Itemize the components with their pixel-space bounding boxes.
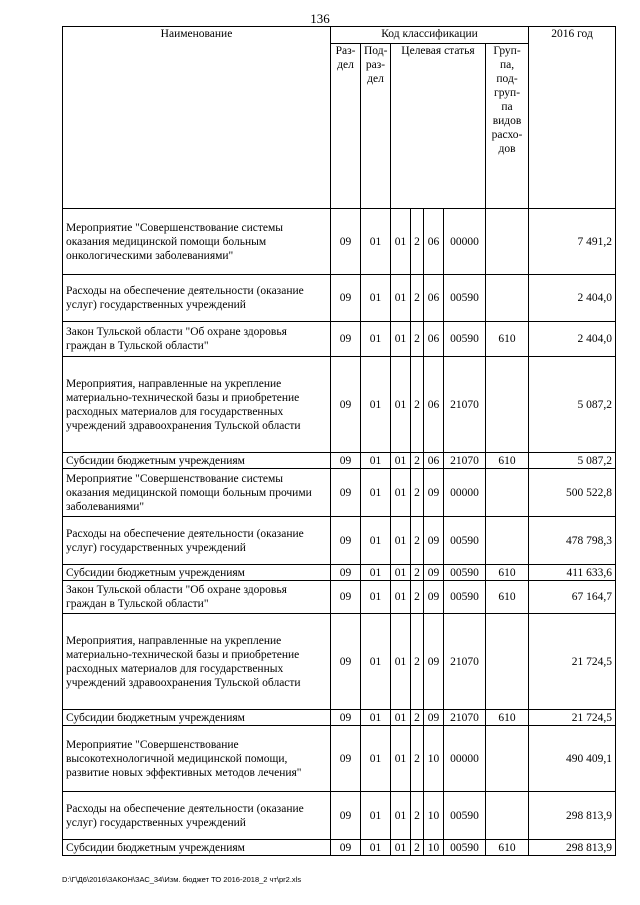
table-row: [63, 322, 616, 357]
row-subsection: 01: [361, 614, 391, 710]
row-name: Субсидии бюджетным учреждениям: [63, 453, 331, 469]
header-section: Раз- дел: [331, 44, 361, 209]
row-expense-type: [486, 792, 529, 840]
row-amount: 21 724,5: [529, 710, 616, 726]
table-row: [63, 710, 616, 726]
row-amount: 490 409,1: [529, 726, 616, 792]
file-path-footer: D:\Г\Д6\2016\ЗАКОН\ЗАС_34\Изм. бюджет ТО 2016-2018_2 чт\pr2.xls: [62, 875, 302, 884]
table-row: [63, 565, 616, 581]
row-target-event: 09: [424, 517, 444, 565]
row-target-program: 01: [391, 840, 411, 856]
row-subsection: 01: [361, 792, 391, 840]
header-target: Целевая статья: [391, 44, 486, 209]
row-name: Субсидии бюджетным учреждениям: [63, 710, 331, 726]
row-section: 09: [331, 357, 361, 453]
row-target-event: 10: [424, 840, 444, 856]
row-section: 09: [331, 453, 361, 469]
row-target-direction: 00590: [444, 322, 486, 357]
row-target-type: 2: [411, 710, 424, 726]
row-target-program: 01: [391, 275, 411, 322]
row-amount: 500 522,8: [529, 469, 616, 517]
row-expense-type: [486, 614, 529, 710]
table-row: [63, 453, 616, 469]
row-subsection: 01: [361, 209, 391, 275]
table-row: [63, 614, 616, 710]
row-expense-type: 610: [486, 840, 529, 856]
row-target-program: 01: [391, 357, 411, 453]
row-expense-type: [486, 726, 529, 792]
row-target-event: 06: [424, 453, 444, 469]
table-row: [63, 840, 616, 856]
row-subsection: 01: [361, 581, 391, 614]
budget-table: [62, 26, 616, 856]
row-subsection: 01: [361, 469, 391, 517]
row-name: Мероприятие "Совершенствование системы оказания медицинской помощи больным прочими заболеваниями": [63, 469, 331, 517]
table-row: [63, 469, 616, 517]
row-target-type: 2: [411, 517, 424, 565]
row-target-program: 01: [391, 322, 411, 357]
row-subsection: 01: [361, 517, 391, 565]
row-section: 09: [331, 517, 361, 565]
row-name: Субсидии бюджетным учреждениям: [63, 840, 331, 856]
row-target-type: 2: [411, 792, 424, 840]
row-target-event: 06: [424, 357, 444, 453]
row-target-direction: 00000: [444, 726, 486, 792]
header-group: Груп- па, под- груп- па видов расхо- дов: [486, 44, 529, 209]
table-row: [63, 275, 616, 322]
table-row: [63, 581, 616, 614]
row-amount: 298 813,9: [529, 840, 616, 856]
row-target-direction: 21070: [444, 614, 486, 710]
row-target-type: 2: [411, 469, 424, 517]
row-subsection: 01: [361, 453, 391, 469]
row-target-type: 2: [411, 322, 424, 357]
row-target-program: 01: [391, 710, 411, 726]
row-subsection: 01: [361, 710, 391, 726]
row-target-program: 01: [391, 792, 411, 840]
table-body: [63, 209, 616, 856]
row-target-type: 2: [411, 453, 424, 469]
row-amount: 298 813,9: [529, 792, 616, 840]
row-amount: 478 798,3: [529, 517, 616, 565]
row-name: Мероприятия, направленные на укрепление материально-технической базы и приобретение расходных материалов для государственных учреждений здравоохранения Тульской области: [63, 357, 331, 453]
row-amount: 2 404,0: [529, 275, 616, 322]
row-section: 09: [331, 726, 361, 792]
row-expense-type: 610: [486, 322, 529, 357]
row-target-direction: 00590: [444, 565, 486, 581]
row-target-type: 2: [411, 840, 424, 856]
row-section: 09: [331, 209, 361, 275]
row-section: 09: [331, 581, 361, 614]
row-target-direction: 00000: [444, 209, 486, 275]
row-subsection: 01: [361, 726, 391, 792]
row-target-type: 2: [411, 275, 424, 322]
row-expense-type: 610: [486, 581, 529, 614]
header-subsection: Под- раз- дел: [361, 44, 391, 209]
row-amount: 7 491,2: [529, 209, 616, 275]
page-number: 136: [310, 11, 330, 26]
row-name: Закон Тульской области "Об охране здоровья граждан в Тульской области": [63, 322, 331, 357]
row-expense-type: [486, 357, 529, 453]
row-target-type: 2: [411, 565, 424, 581]
row-amount: 67 164,7: [529, 581, 616, 614]
row-target-program: 01: [391, 469, 411, 517]
header-name: Наименование: [63, 27, 331, 209]
row-amount: 5 087,2: [529, 357, 616, 453]
row-target-event: 10: [424, 726, 444, 792]
row-target-direction: 00000: [444, 469, 486, 517]
row-target-type: 2: [411, 726, 424, 792]
table-row: [63, 726, 616, 792]
row-target-type: 2: [411, 614, 424, 710]
row-amount: 21 724,5: [529, 614, 616, 710]
row-subsection: 01: [361, 840, 391, 856]
row-section: 09: [331, 565, 361, 581]
row-section: 09: [331, 710, 361, 726]
row-section: 09: [331, 792, 361, 840]
row-target-event: 09: [424, 614, 444, 710]
row-expense-type: 610: [486, 710, 529, 726]
table-row: [63, 792, 616, 840]
row-target-event: 09: [424, 469, 444, 517]
row-target-type: 2: [411, 209, 424, 275]
table-row: [63, 209, 616, 275]
row-name: Субсидии бюджетным учреждениям: [63, 565, 331, 581]
row-target-program: 01: [391, 453, 411, 469]
row-subsection: 01: [361, 275, 391, 322]
table-row: [63, 357, 616, 453]
row-subsection: 01: [361, 565, 391, 581]
row-target-type: 2: [411, 581, 424, 614]
row-target-program: 01: [391, 565, 411, 581]
row-target-direction: 00590: [444, 792, 486, 840]
row-amount: 2 404,0: [529, 322, 616, 357]
row-expense-type: 610: [486, 453, 529, 469]
row-target-direction: 21070: [444, 357, 486, 453]
row-name: Мероприятие "Совершенствование системы оказания медицинской помощи больным онкологическими заболеваниями": [63, 209, 331, 275]
row-name: Мероприятие "Совершенствование высокотехнологичной медицинской помощи, развитие новых эффективных методов лечения": [63, 726, 331, 792]
row-section: 09: [331, 275, 361, 322]
row-section: 09: [331, 614, 361, 710]
row-target-event: 09: [424, 565, 444, 581]
row-subsection: 01: [361, 357, 391, 453]
row-name: Расходы на обеспечение деятельности (оказание услуг) государственных учреждений: [63, 792, 331, 840]
row-subsection: 01: [361, 322, 391, 357]
row-name: Мероприятия, направленные на укрепление материально-технической базы и приобретение расходных материалов для государственных учреждений здравоохранения Тульской области: [63, 614, 331, 710]
row-target-event: 10: [424, 792, 444, 840]
row-expense-type: [486, 209, 529, 275]
row-target-event: 09: [424, 710, 444, 726]
row-amount: 5 087,2: [529, 453, 616, 469]
row-target-program: 01: [391, 581, 411, 614]
row-section: 09: [331, 322, 361, 357]
row-target-program: 01: [391, 517, 411, 565]
row-target-direction: 00590: [444, 275, 486, 322]
row-target-type: 2: [411, 357, 424, 453]
row-target-program: 01: [391, 726, 411, 792]
row-target-program: 01: [391, 614, 411, 710]
row-target-program: 01: [391, 209, 411, 275]
row-target-event: 06: [424, 322, 444, 357]
row-section: 09: [331, 840, 361, 856]
header-code: Код классификации: [331, 27, 529, 44]
row-target-event: 09: [424, 581, 444, 614]
row-name: Расходы на обеспечение деятельности (оказание услуг) государственных учреждений: [63, 275, 331, 322]
header-year: 2016 год: [529, 27, 616, 209]
row-amount: 411 633,6: [529, 565, 616, 581]
row-expense-type: [486, 517, 529, 565]
row-section: 09: [331, 469, 361, 517]
row-expense-type: [486, 469, 529, 517]
row-target-direction: 21070: [444, 453, 486, 469]
row-expense-type: [486, 275, 529, 322]
row-target-direction: 00590: [444, 517, 486, 565]
row-target-direction: 00590: [444, 840, 486, 856]
row-name: Расходы на обеспечение деятельности (оказание услуг) государственных учреждений: [63, 517, 331, 565]
row-target-direction: 21070: [444, 710, 486, 726]
row-target-direction: 00590: [444, 581, 486, 614]
row-target-event: 06: [424, 275, 444, 322]
row-expense-type: 610: [486, 565, 529, 581]
row-name: Закон Тульской области "Об охране здоровья граждан в Тульской области": [63, 581, 331, 614]
row-target-event: 06: [424, 209, 444, 275]
table-row: [63, 517, 616, 565]
